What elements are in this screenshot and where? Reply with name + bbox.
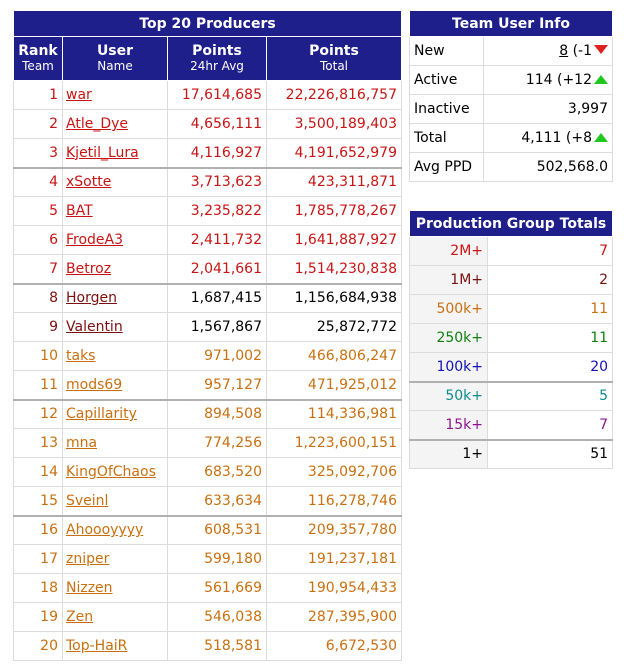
user-link[interactable]: xSotte bbox=[66, 174, 112, 191]
rank-cell: 1 bbox=[14, 81, 63, 110]
rank-cell: 4 bbox=[14, 168, 63, 197]
total-points-cell: 116,278,746 bbox=[267, 487, 402, 516]
user-cell bbox=[63, 139, 168, 168]
user-link[interactable]: Horgen bbox=[66, 290, 117, 307]
avg-points-cell: 4,116,927 bbox=[168, 139, 267, 168]
production-group-row bbox=[410, 266, 613, 295]
production-group-count: 11 bbox=[488, 324, 613, 353]
total-points-cell: 1,223,600,151 bbox=[267, 429, 402, 458]
avg-points-cell: 1,567,867 bbox=[168, 313, 267, 342]
total-points-cell: 1,514,230,838 bbox=[267, 255, 402, 284]
rank-cell: 13 bbox=[14, 429, 63, 458]
total-points-cell: 3,500,189,403 bbox=[267, 110, 402, 139]
trend-down-icon bbox=[594, 45, 608, 54]
total-points-cell: 1,785,778,267 bbox=[267, 197, 402, 226]
user-link[interactable]: Zen bbox=[66, 609, 94, 625]
table-row bbox=[14, 342, 402, 371]
rank-cell: 9 bbox=[14, 313, 63, 342]
avg-points-cell: 3,713,623 bbox=[168, 168, 267, 197]
user-cell bbox=[63, 400, 168, 429]
total-points-cell: 287,395,900 bbox=[267, 603, 402, 632]
production-group-label: 50k+ bbox=[410, 382, 488, 411]
user-link[interactable]: FrodeA3 bbox=[66, 232, 124, 248]
active-value-cell bbox=[484, 66, 613, 95]
user-cell bbox=[63, 255, 168, 284]
user-link[interactable]: Valentin bbox=[66, 319, 123, 335]
total-points-cell: 6,672,530 bbox=[267, 632, 402, 661]
avg-points-cell: 894,508 bbox=[168, 400, 267, 429]
avg-points-cell: 683,520 bbox=[168, 458, 267, 487]
total-points-cell: 25,872,772 bbox=[267, 313, 402, 342]
total-header-sublabel: Total bbox=[319, 59, 349, 73]
table-row bbox=[14, 139, 402, 168]
avg-points-cell: 608,531 bbox=[168, 516, 267, 545]
production-groups-body bbox=[410, 237, 613, 469]
avg-points-cell: 17,614,685 bbox=[168, 81, 267, 110]
total-points-cell: 1,641,887,927 bbox=[267, 226, 402, 255]
avg-points-cell: 774,256 bbox=[168, 429, 267, 458]
user-cell bbox=[63, 603, 168, 632]
inactive-label: Inactive bbox=[410, 95, 484, 124]
table-row bbox=[14, 371, 402, 400]
top-producers-table bbox=[13, 10, 402, 661]
production-groups-title: Production Group Totals bbox=[410, 211, 613, 237]
team-info-title: Team User Info bbox=[410, 11, 613, 37]
production-group-count: 7 bbox=[488, 411, 613, 440]
team-info-row-new bbox=[410, 37, 613, 66]
production-group-count: 11 bbox=[488, 295, 613, 324]
user-link[interactable]: Top-HaiR bbox=[66, 638, 128, 654]
user-link[interactable]: zniper bbox=[66, 551, 110, 567]
total-points-cell: 471,925,012 bbox=[267, 371, 402, 400]
rank-cell: 19 bbox=[14, 603, 63, 632]
user-header-label: User bbox=[96, 43, 134, 59]
user-link[interactable]: taks bbox=[66, 348, 96, 364]
user-cell bbox=[63, 632, 168, 661]
user-header-sublabel: Name bbox=[97, 59, 133, 73]
production-group-label: 500k+ bbox=[410, 295, 488, 324]
avg-points-cell: 561,669 bbox=[168, 574, 267, 603]
user-link[interactable]: Nizzen bbox=[66, 580, 113, 596]
rank-cell: 5 bbox=[14, 197, 63, 226]
avg-points-cell: 957,127 bbox=[168, 371, 267, 400]
total-points-cell: 191,237,181 bbox=[267, 545, 402, 574]
total-points-cell: 1,156,684,938 bbox=[267, 284, 402, 313]
rank-header-label: Rank bbox=[18, 43, 58, 59]
production-group-row bbox=[410, 324, 613, 353]
total-points-cell: 466,806,247 bbox=[267, 342, 402, 371]
total-points-cell: 190,954,433 bbox=[267, 574, 402, 603]
avg-points-cell: 599,180 bbox=[168, 545, 267, 574]
user-cell bbox=[63, 487, 168, 516]
active-value: 114 bbox=[525, 72, 553, 88]
production-group-label: 100k+ bbox=[410, 353, 488, 382]
new-change: (-1 bbox=[572, 43, 592, 59]
production-group-count: 51 bbox=[488, 440, 613, 469]
total-label: Total bbox=[410, 124, 484, 153]
user-cell bbox=[63, 110, 168, 139]
production-group-label: 15k+ bbox=[410, 411, 488, 440]
production-group-label: 250k+ bbox=[410, 324, 488, 353]
avg-points-cell: 633,634 bbox=[168, 487, 267, 516]
user-cell bbox=[63, 226, 168, 255]
production-group-row bbox=[410, 411, 613, 440]
total-header-label: Points bbox=[309, 43, 359, 59]
user-cell bbox=[63, 81, 168, 110]
producers-title: Top 20 Producers bbox=[14, 11, 402, 37]
inactive-value: 3,997 bbox=[484, 95, 613, 124]
avg-header-label: Points bbox=[192, 43, 242, 59]
production-group-count: 7 bbox=[488, 237, 613, 266]
rank-cell: 14 bbox=[14, 458, 63, 487]
table-row bbox=[14, 284, 402, 313]
user-cell bbox=[63, 516, 168, 545]
user-cell bbox=[63, 284, 168, 313]
production-group-row bbox=[410, 353, 613, 382]
total-change: (+8 bbox=[565, 130, 592, 146]
rank-cell: 6 bbox=[14, 226, 63, 255]
avg-ppd-label: Avg PPD bbox=[410, 153, 484, 182]
total-points-cell: 114,336,981 bbox=[267, 400, 402, 429]
production-group-label: 2M+ bbox=[410, 237, 488, 266]
rank-cell: 12 bbox=[14, 400, 63, 429]
active-change: (+12 bbox=[556, 72, 592, 88]
user-link[interactable]: Atle_Dye bbox=[66, 116, 129, 132]
avg-points-cell: 971,002 bbox=[168, 342, 267, 371]
avg-points-cell: 546,038 bbox=[168, 603, 267, 632]
production-group-label: 1+ bbox=[410, 440, 488, 469]
total-points-cell: 4,191,652,979 bbox=[267, 139, 402, 168]
user-cell bbox=[63, 342, 168, 371]
table-row bbox=[14, 603, 402, 632]
avg-header-sublabel: 24hr Avg bbox=[190, 59, 244, 73]
avg-points-column-header[interactable] bbox=[168, 37, 267, 81]
total-value: 4,111 bbox=[521, 130, 562, 146]
avg-points-cell: 2,411,732 bbox=[168, 226, 267, 255]
avg-points-cell: 518,581 bbox=[168, 632, 267, 661]
table-row bbox=[14, 545, 402, 574]
table-row bbox=[14, 226, 402, 255]
avg-points-cell: 2,041,661 bbox=[168, 255, 267, 284]
production-group-totals-table bbox=[409, 210, 613, 469]
user-link[interactable]: war bbox=[66, 87, 92, 103]
table-row bbox=[14, 197, 402, 226]
user-link[interactable]: Sveinl bbox=[66, 492, 109, 509]
table-row bbox=[14, 429, 402, 458]
total-points-cell: 22,226,816,757 bbox=[267, 81, 402, 110]
rank-cell: 18 bbox=[14, 574, 63, 603]
rank-cell: 8 bbox=[14, 284, 63, 313]
team-info-row-active bbox=[410, 66, 613, 95]
new-value-cell bbox=[484, 37, 613, 66]
team-info-row-inactive bbox=[410, 95, 613, 124]
producers-body bbox=[14, 81, 402, 661]
team-user-info-table bbox=[409, 10, 613, 182]
table-row bbox=[14, 255, 402, 284]
table-row bbox=[14, 400, 402, 429]
user-cell bbox=[63, 313, 168, 342]
new-users-link[interactable]: 8 bbox=[559, 43, 569, 59]
production-group-row bbox=[410, 237, 613, 266]
production-group-count: 5 bbox=[488, 382, 613, 411]
trend-up-icon bbox=[594, 75, 608, 84]
table-row bbox=[14, 574, 402, 603]
table-row bbox=[14, 168, 402, 197]
rank-header-sublabel: Team bbox=[22, 59, 54, 73]
total-value-cell bbox=[484, 124, 613, 153]
total-points-cell: 423,311,871 bbox=[267, 168, 402, 197]
trend-up-icon bbox=[594, 133, 608, 142]
total-points-cell: 325,092,706 bbox=[267, 458, 402, 487]
rank-cell: 7 bbox=[14, 255, 63, 284]
production-group-count: 20 bbox=[488, 353, 613, 382]
user-link[interactable]: Capillarity bbox=[66, 406, 137, 423]
total-points-column-header[interactable] bbox=[267, 37, 402, 81]
production-group-row bbox=[410, 295, 613, 324]
team-info-row-avg-ppd bbox=[410, 153, 613, 182]
user-link[interactable]: BAT bbox=[66, 203, 93, 219]
avg-points-cell: 3,235,822 bbox=[168, 197, 267, 226]
table-row bbox=[14, 313, 402, 342]
user-cell bbox=[63, 197, 168, 226]
user-cell bbox=[63, 574, 168, 603]
table-row bbox=[14, 81, 402, 110]
user-link[interactable]: Kjetil_Lura bbox=[66, 144, 139, 161]
production-group-label: 1M+ bbox=[410, 266, 488, 295]
rank-cell: 10 bbox=[14, 342, 63, 371]
total-points-cell: 209,357,780 bbox=[267, 516, 402, 545]
table-row bbox=[14, 516, 402, 545]
new-label: New bbox=[410, 37, 484, 66]
user-link[interactable]: mods69 bbox=[66, 376, 123, 393]
table-row bbox=[14, 110, 402, 139]
user-link[interactable]: Ahoooyyyy bbox=[66, 522, 144, 539]
rank-cell: 17 bbox=[14, 545, 63, 574]
avg-ppd-value: 502,568.0 bbox=[484, 153, 613, 182]
team-info-row-total bbox=[410, 124, 613, 153]
user-cell bbox=[63, 545, 168, 574]
user-cell bbox=[63, 371, 168, 400]
user-link[interactable]: mna bbox=[66, 435, 98, 451]
table-row bbox=[14, 632, 402, 661]
rank-cell: 2 bbox=[14, 110, 63, 139]
production-group-row bbox=[410, 382, 613, 411]
user-column-header[interactable] bbox=[63, 37, 168, 81]
avg-points-cell: 1,687,415 bbox=[168, 284, 267, 313]
user-cell bbox=[63, 429, 168, 458]
production-group-count: 2 bbox=[488, 266, 613, 295]
rank-cell: 3 bbox=[14, 139, 63, 168]
rank-cell: 20 bbox=[14, 632, 63, 661]
rank-column-header[interactable] bbox=[14, 37, 63, 81]
rank-cell: 15 bbox=[14, 487, 63, 516]
user-link[interactable]: Betroz bbox=[66, 260, 112, 277]
rank-cell: 16 bbox=[14, 516, 63, 545]
table-row bbox=[14, 487, 402, 516]
user-cell bbox=[63, 458, 168, 487]
production-group-row bbox=[410, 440, 613, 469]
user-link[interactable]: KingOfChaos bbox=[66, 464, 156, 480]
user-cell bbox=[63, 168, 168, 197]
table-row bbox=[14, 458, 402, 487]
rank-cell: 11 bbox=[14, 371, 63, 400]
avg-points-cell: 4,656,111 bbox=[168, 110, 267, 139]
active-label: Active bbox=[410, 66, 484, 95]
